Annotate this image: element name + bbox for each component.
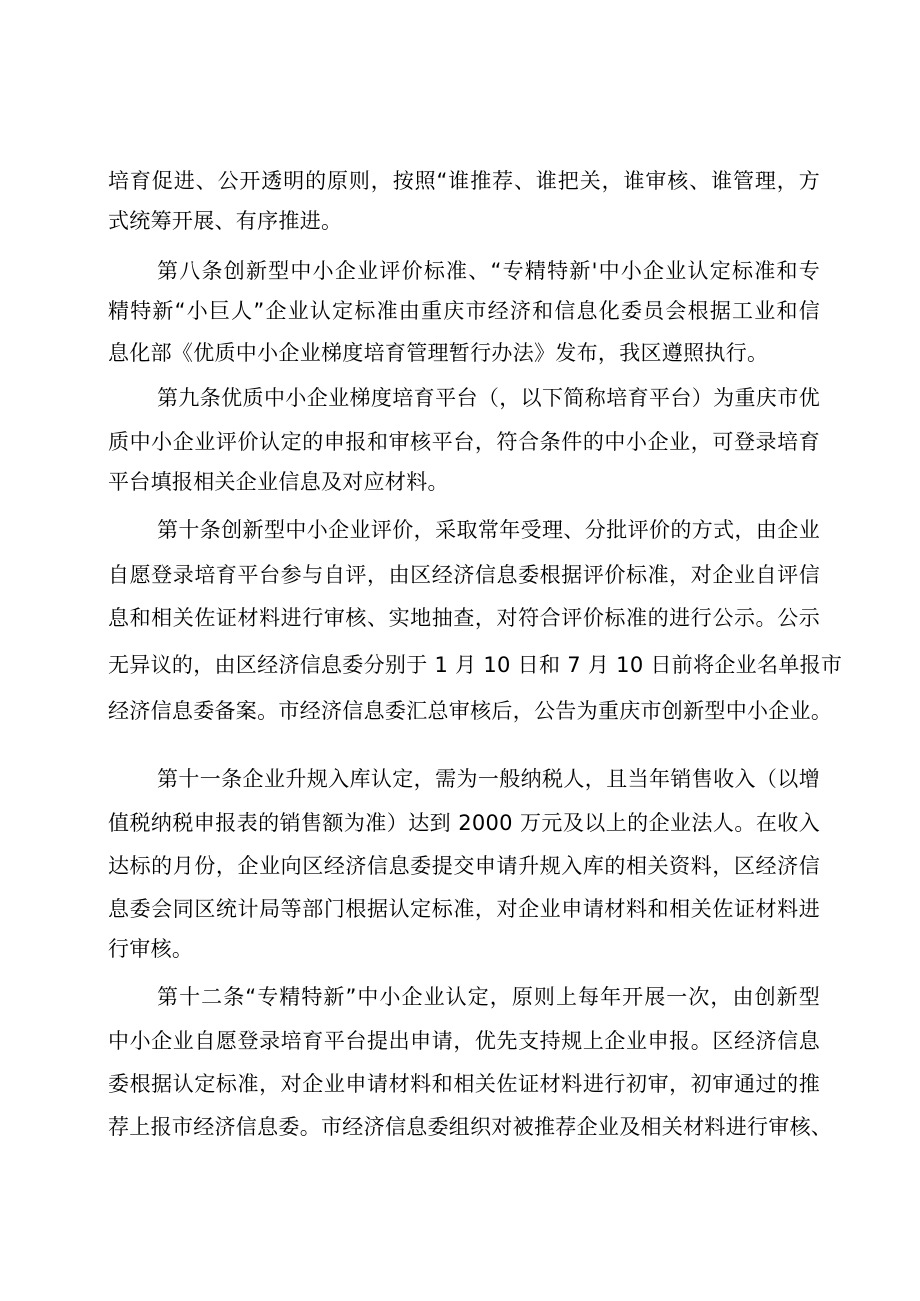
text-line: 平台填报相关企业信息及对应材料。 <box>108 470 449 494</box>
text-line: 息和相关佐证材料进行审核、实地抽查，对符合评价标准的进行公示。公示 <box>108 606 820 630</box>
paragraph-article-11-start: 第十一条企业升规入库认定，需为一般纳税人，且当年销售收入（以增 <box>157 767 820 791</box>
paragraph-article-9-start: 第九条优质中小企业梯度培育平台（，以下简称培育平台）为重庆市优 <box>157 386 820 410</box>
text-line: 经济信息委备案。市经济信息委汇总审核后，公告为重庆市创新型中小企业。 <box>108 699 833 723</box>
text-line: 中小企业自愿登录培育平台提出申请，优先支持规上企业申报。区经济信息 <box>108 1029 820 1053</box>
text-line: 荐上报市经济信息委。市经济信息委组织对被推荐企业及相关材料进行审核、 <box>108 1115 833 1139</box>
text-line: 达标的月份，企业向区经济信息委提交申请升规入库的相关资料，区经济信 <box>108 854 820 878</box>
text-line: 委根据认定标准，对企业申请材料和相关佐证材料进行初审，初审通过的推 <box>108 1072 820 1096</box>
text-line: 值税纳税申报表的销售额为准）达到 2000 万元及以上的企业法人。在收入 <box>108 811 820 835</box>
text-line: 精特新“小巨人”企业认定标准由重庆市经济和信息化委员会根据工业和信 <box>108 299 820 323</box>
text-line: 质中小企业评价认定的申报和审核平台，符合条件的中小企业，可登录培育 <box>108 430 820 454</box>
text-line: 无异议的，由区经济信息委分别于 1 月 10 日和 7 月 10 日前将企业名单报市 <box>108 653 843 677</box>
text-line: 式统筹开展、有序推进。 <box>108 209 343 233</box>
paragraph-article-12-start: 第十二条“专精特新”中小企业认定，原则上每年开展一次，由创新型 <box>157 985 820 1009</box>
text-line: 行审核。 <box>108 937 194 961</box>
paragraph-article-10-start: 第十条创新型中小企业评价，采取常年受理、分批评价的方式，由企业 <box>157 518 820 542</box>
text-line: 自愿登录培育平台参与自评，由区经济信息委根据评价标准，对企业自评信 <box>108 563 820 587</box>
paragraph-article-8-start: 第八条创新型中小企业评价标准、“专精特新'中小企业认定标准和专 <box>157 259 820 283</box>
text-line: 息委会同区统计局等部门根据认定标准，对企业申请材料和相关佐证材料进 <box>108 897 820 921</box>
text-line: 息化部《优质中小企业梯度培育管理暂行办法》发布，我区遵照执行。 <box>108 341 769 365</box>
text-line: 培育促进、公开透明的原则，按照“谁推荐、谁把关，谁审核、谁管理，方 <box>108 169 820 193</box>
